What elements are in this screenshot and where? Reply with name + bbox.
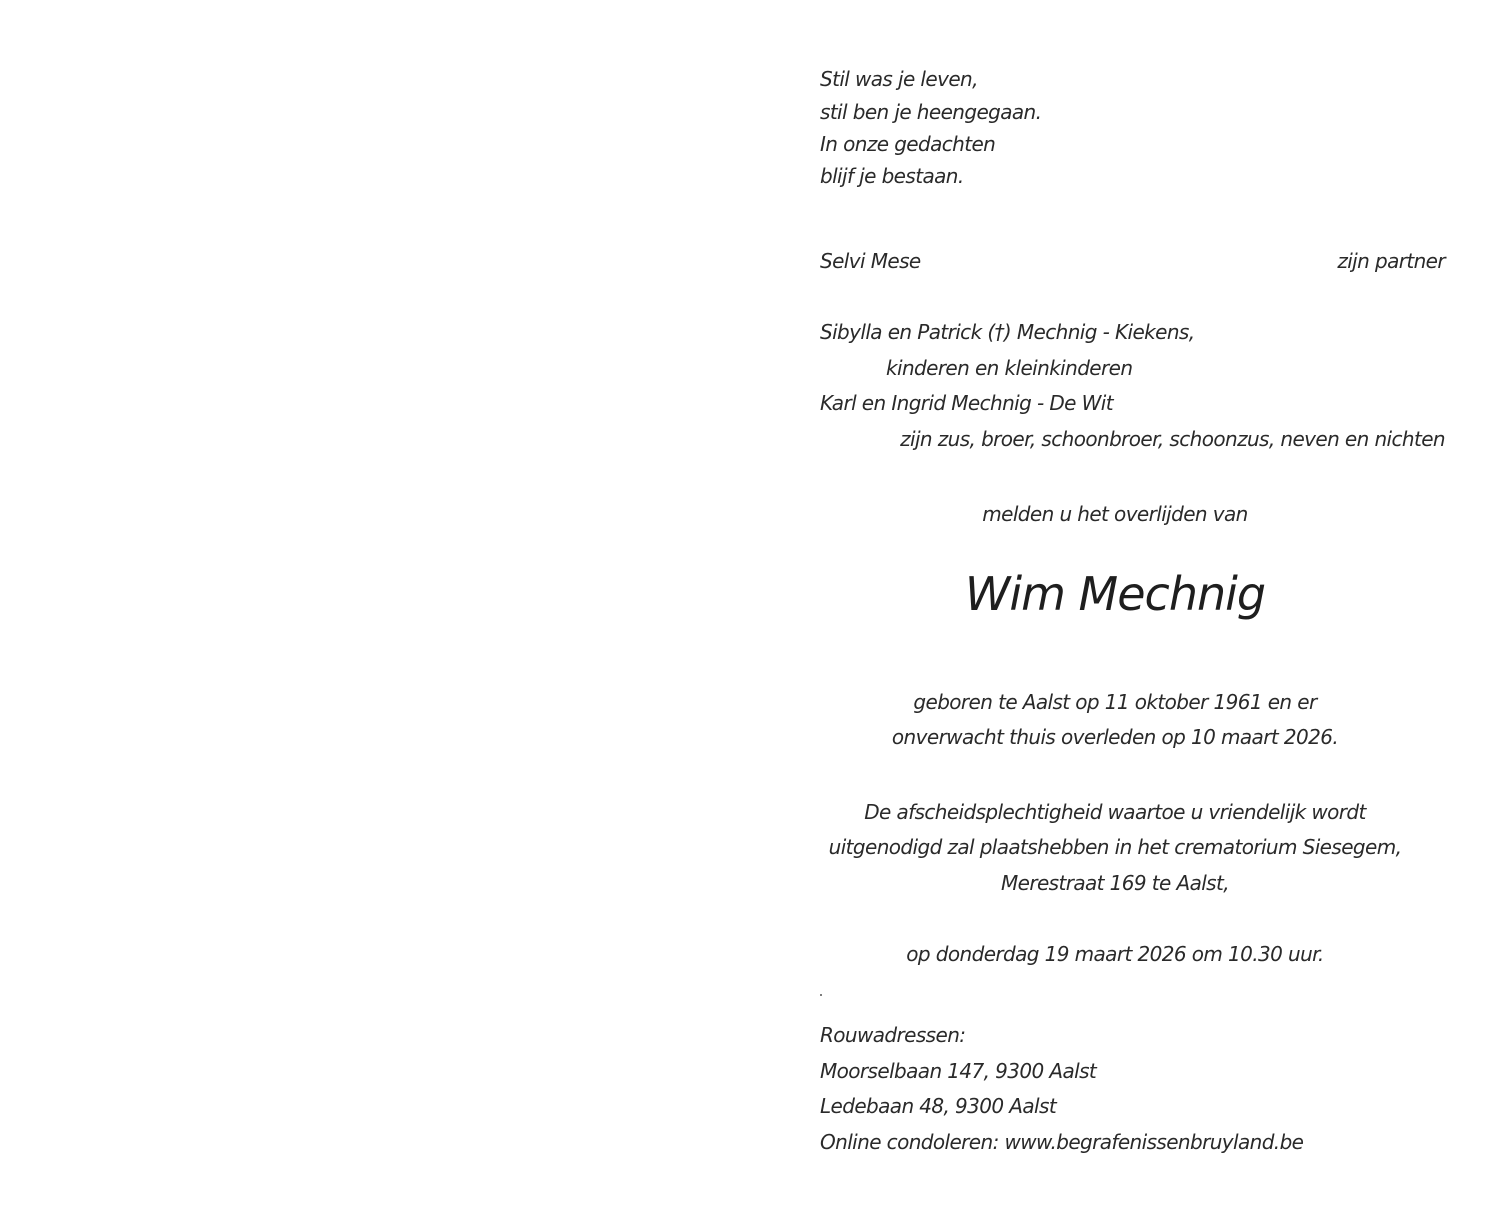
deceased-name: Wim Mechnig: [964, 567, 1266, 621]
announcement-intro: melden u het overlijden van: [982, 502, 1248, 526]
family-line-2: kinderen en kleinkinderen: [886, 356, 1133, 380]
family-line-4: zijn zus, broer, schoonbroer, schoonzus, neven en nichten: [900, 427, 1445, 451]
poem-line-3: In onze gedachten: [820, 132, 996, 156]
ceremony-line-3: Merestraat 169 te Aalst,: [1000, 871, 1230, 895]
address-2: Ledebaan 48, 9300 Aalst: [820, 1094, 1057, 1118]
family-line-1: Sibylla en Patrick (†) Mechnig - Kiekens,: [820, 320, 1195, 344]
birth-line: geboren te Aalst op 11 oktober 1961 en er: [913, 690, 1317, 714]
address-1: Moorselbaan 147, 9300 Aalst: [820, 1059, 1097, 1083]
stray-dot: [820, 994, 822, 996]
poem-line-1: Stil was je leven,: [820, 67, 978, 91]
ceremony-line-1: De afscheidsplechtigheid waartoe u vriendelijk wordt: [864, 800, 1366, 824]
online-condolence: Online condoleren: www.begrafenissenbruyland.be: [820, 1130, 1304, 1154]
addresses-heading: Rouwadressen:: [820, 1023, 966, 1047]
partner-relation: zijn partner: [1337, 249, 1445, 273]
obituary-text-page: [820, 0, 1445, 1214]
family-line-3: Karl en Ingrid Mechnig - De Wit: [820, 391, 1113, 415]
death-line: onverwacht thuis overleden op 10 maart 2026.: [891, 725, 1339, 749]
poem-line-4: blijf je bestaan.: [820, 164, 964, 188]
ceremony-datetime: op donderdag 19 maart 2026 om 10.30 uur.: [906, 942, 1324, 966]
poem-line-2: stil ben je heengegaan.: [820, 100, 1042, 124]
partner-name: Selvi Mese: [820, 249, 921, 273]
blank-left-page: [0, 0, 754, 1214]
ceremony-line-2: uitgenodigd zal plaatshebben in het crematorium Siesegem,: [828, 835, 1402, 859]
